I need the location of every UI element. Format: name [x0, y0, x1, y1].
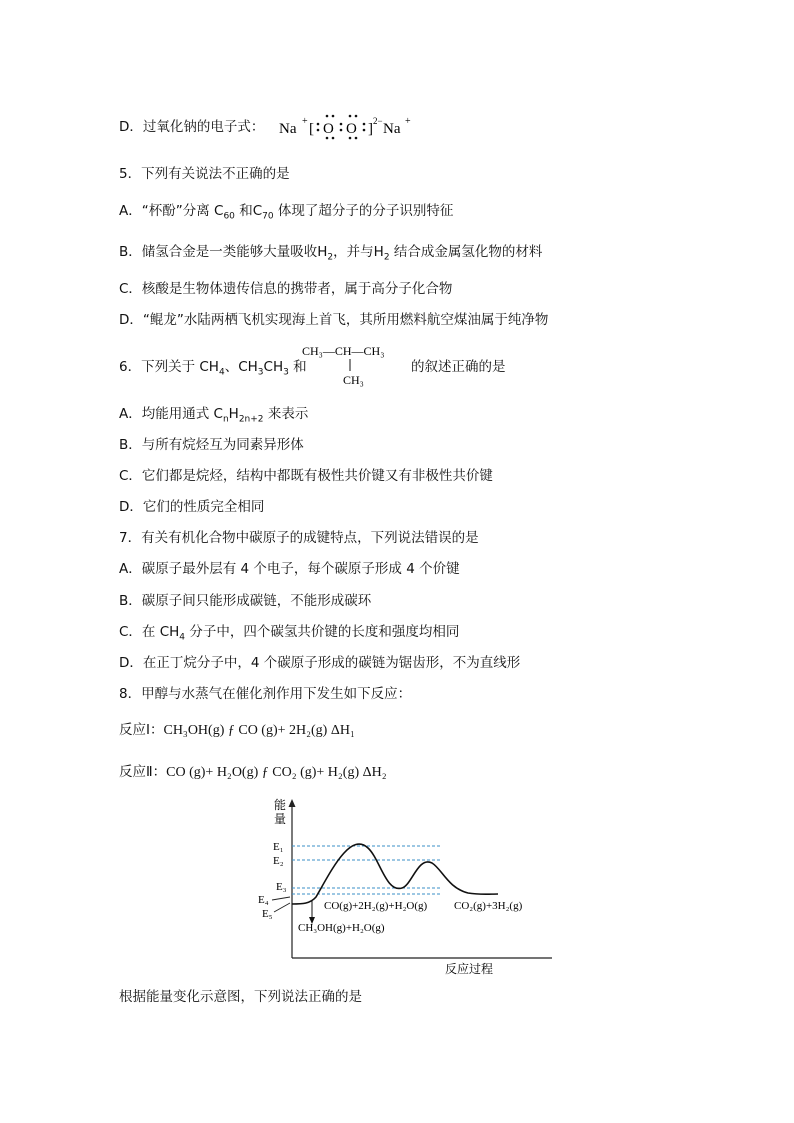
reaction-1-equation: CH₃OH(g) ƒ CO (g)+ 2H₂(g) ΔH₁	[163, 723, 355, 738]
e5-pointer	[274, 903, 290, 912]
peroxide-charge: 2−	[373, 116, 383, 126]
q6-a-sub: n	[222, 414, 229, 425]
sodium-peroxide-electron-formula	[275, 110, 415, 144]
q6-stem-sub: 3	[257, 367, 264, 378]
reaction-2-equation: CO (g)+ H₂O(g) ƒ CO₂ (g)+ H₂(g) ΔH₂	[166, 765, 387, 780]
q7-option-d: D．在正丁烷分子中，4 个碳原子形成的碳链为锯齿形，不为直线形	[119, 655, 521, 671]
q8-reaction-1	[119, 721, 355, 740]
species-initial: CH₃OH(g)+H₂O(g)	[298, 922, 385, 934]
q6-a-part: H	[228, 406, 239, 422]
q7-c-sub: 4	[179, 632, 186, 643]
q5-b-sub: 2	[383, 252, 390, 263]
bracket-open: [	[309, 121, 314, 137]
q5-b-part: B．储氢合金是一类能够大量吸收H	[119, 244, 328, 260]
q6-option-a	[119, 405, 308, 429]
q5-a-sub: 60	[223, 211, 235, 222]
energy-diagram	[240, 793, 560, 978]
reaction-2-label: 反应Ⅱ：	[119, 764, 167, 780]
reaction-1-label: 反应Ⅰ：	[119, 722, 164, 738]
e4-label: E₄	[258, 894, 269, 906]
q8-reaction-2	[119, 763, 387, 782]
struct-bottom: CH₃	[343, 373, 364, 387]
q5-a-part: 体现了超分子的分子识别特征	[273, 203, 454, 219]
q5-option-a	[119, 202, 453, 226]
q5-a-part: 和C	[234, 203, 263, 219]
q7-option-c	[119, 623, 459, 647]
q5-option-d: D．“鲲龙”水陆两栖飞机实现海上首飞，其所用燃料航空煤油属于纯净物	[119, 312, 549, 328]
q4-d-label: D．过氧化钠的电子式：	[119, 119, 265, 135]
species-final: CO₂(g)+3H₂(g)	[454, 900, 523, 912]
e3-label: E₃	[276, 881, 287, 893]
struct-top: CH₃—CH—CH₃	[302, 344, 385, 358]
species-intermediate: CO(g)+2H₂(g)+H₂O(g)	[324, 900, 428, 912]
q7-option-a: A．碳原子最外层有 4 个电子，每个碳原子形成 4 个价键	[119, 561, 460, 577]
y-axis-arrow	[289, 799, 296, 807]
q7-c-part: C．在 CH	[119, 624, 180, 640]
q7-stem: 7．有关有机化合物中碳原子的成键特点，下列说法错误的是	[119, 530, 479, 546]
na-left-charge: +	[302, 116, 308, 127]
y-axis-label-2: 量	[274, 812, 287, 826]
x-axis-label: 反应过程	[445, 962, 494, 976]
q6-stem-end: 的叙述正确的是	[411, 359, 506, 375]
y-axis-label-1: 能	[274, 798, 287, 812]
q6-option-c: C．它们都是烷烃，结构中都既有极性共价键又有非极性共价键	[119, 468, 493, 484]
oxygen-2: O	[346, 121, 357, 137]
q6-option-b: B．与所有烷烃互为同素异形体	[119, 437, 304, 453]
q4-option-d	[119, 118, 264, 136]
isobutane-structure	[298, 340, 418, 388]
na-right-charge: +	[405, 116, 411, 127]
e5-label: E₅	[262, 908, 273, 920]
q6-stem-part: 、CH	[224, 359, 258, 375]
q5-b-sub: 2	[327, 252, 334, 263]
q7-c-part: 分子中，四个碳氢共价键的长度和强度均相同	[185, 624, 460, 640]
bracket-close: ]	[368, 121, 373, 137]
e1-label: E₁	[273, 841, 284, 853]
na-left: Na	[279, 121, 297, 137]
q6-a-sub: 2n+2	[238, 414, 264, 425]
q5-b-part: 结合成金属氢化物的材料	[389, 244, 543, 260]
q6-stem	[119, 358, 307, 382]
q6-a-part: 来表示	[263, 406, 309, 422]
q5-stem: 5．下列有关说法不正确的是	[119, 166, 290, 182]
q6-stem-sub: 3	[283, 367, 289, 378]
q6-option-d: D．它们的性质完全相同	[119, 499, 265, 515]
q5-b-part: ，并与H	[333, 244, 384, 260]
energy-curve	[292, 844, 498, 904]
e2-label: E₂	[273, 855, 284, 867]
q6-stem-part: 和	[288, 359, 307, 375]
q5-option-c: C．核酸是生物体遗传信息的携带者，属于高分子化合物	[119, 281, 453, 297]
q6-stem-sub: 4	[218, 367, 225, 378]
q6-stem-part: CH	[263, 359, 284, 375]
q5-a-sub: 70	[262, 211, 274, 222]
na-right: Na	[383, 121, 401, 137]
oxygen-1: O	[323, 121, 334, 137]
q8-conclusion: 根据能量变化示意图，下列说法正确的是	[119, 989, 362, 1005]
e4-pointer	[272, 897, 290, 900]
q5-option-b	[119, 243, 542, 267]
q8-stem: 8．甲醇与水蒸气在催化剂作用下发生如下反应：	[119, 686, 412, 702]
q6-stem-part: 6．下列关于 CH	[119, 359, 219, 375]
q6-a-part: A．均能用通式 C	[119, 406, 223, 422]
q5-a-part: A．“杯酚”分离 C	[119, 203, 224, 219]
q7-option-b: B．碳原子间只能形成碳链，不能形成碳环	[119, 593, 372, 609]
